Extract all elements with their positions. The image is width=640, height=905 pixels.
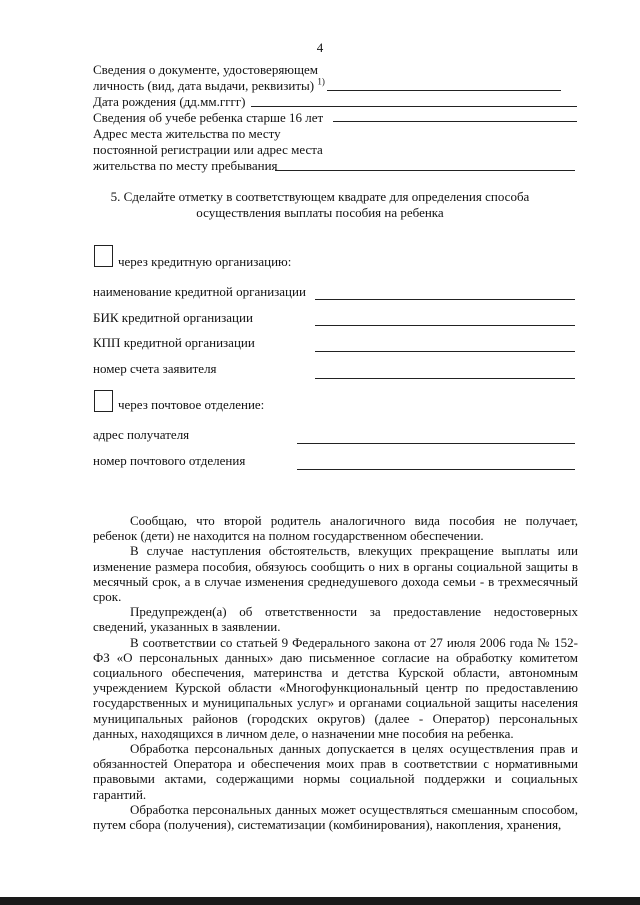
paragraph-processing-purpose: Обработка персональных данных допускается в целях осуществления прав и обязанностей Оператора и обеспечения моих прав в соответствии с нормативными правовыми актами, содержащими нормы социальной поддержки и социальных гарантий. [93,741,578,802]
credit-account-input-line[interactable] [315,378,575,379]
credit-bik-input-line[interactable] [315,325,575,326]
study-input-line[interactable] [333,121,577,122]
credit-kpp-input-line[interactable] [315,351,575,352]
doc-label-line2: личность (вид, дата выдачи, реквизиты) $^{1)}$ [93,76,325,93]
page-number: 4 [316,40,324,55]
postal-option-checkbox[interactable] [94,390,113,412]
section5-title-line2: осуществления выплаты пособия на ребенка [196,205,444,220]
address-label-line1: Адрес места жительства по месту [93,126,281,141]
scan-bottom-edge [0,897,640,905]
postal-option-label: через почтовое отделение: [118,397,265,412]
footnote-mark: 1) [317,76,325,87]
study-label: Сведения об учебе ребенка старше 16 лет [93,110,324,125]
doc-input-line[interactable] [327,90,561,91]
paragraph-consent: В соответствии со статьей 9 Федерального закона от 27 июля 2006 года № 152-ФЗ «О персональных данных» даю письменное согласие на обработку комитетом социального обеспечения, материнства и детства Курской области, автономным учреждением Курской области «Многофункциональный центр по предоставлению государственных и муниципальных услуг» и органами социальной защиты населения муниципальных районов (городских округов) (далее - Оператор) персональных данных, находящихся в личном деле, о назначении мне пособия на ребенка. [93,634,578,741]
postal-address-input-line[interactable] [297,443,575,444]
credit-option-checkbox[interactable] [94,245,113,267]
credit-name-input-line[interactable] [315,299,575,300]
paragraph-second-parent: Сообщаю, что второй родитель аналогичного вида пособия не получает, ребенок (дети) не находится на полном государственном обеспечении. [93,513,578,544]
credit-option-label: через кредитную организацию: [118,254,292,269]
address-label-line3: жительства по месту пребывания [93,158,278,173]
credit-field-label-kpp: КПП кредитной организации [93,335,255,350]
credit-field-label-name: наименование кредитной организации [93,284,306,299]
body-text [93,513,578,832]
postal-field-label-office: номер почтового отделения [93,453,246,468]
credit-field-label-account: номер счета заявителя [93,361,217,376]
section5-title-line1: 5. Сделайте отметку в соответствующем квадрате для определения способа [110,189,530,204]
credit-field-label-bik: БИК кредитной организации [93,310,253,325]
paragraph-warning: Предупрежден(а) об ответственности за предоставление недостоверных сведений, указанных в заявлении. [93,604,578,635]
postal-office-input-line[interactable] [297,469,575,470]
paragraph-processing-method: Обработка персональных данных может осуществляться смешанным способом, путем сбора (получения), систематизации (комбинирования), накопления, хранения, [93,801,578,833]
paragraph-obligation: В случае наступления обстоятельств, влекущих прекращение выплаты или изменение размера пособия, обязуюсь сообщить о них в органы социальной защиты в месячный срок, а в случае изменения среднедушевого дохода семьи - в трехмесячный срок. [93,543,578,605]
birth-date-label: Дата рождения (дд.мм.гггг) [93,94,246,109]
address-input-line[interactable] [275,170,575,171]
postal-field-label-address: адрес получателя [93,427,190,442]
doc-label-line1: Сведения о документе, удостоверяющем [93,62,319,77]
address-label-line2: постоянной регистрации или адрес места [93,142,323,157]
birth-date-input-line[interactable] [251,106,577,107]
